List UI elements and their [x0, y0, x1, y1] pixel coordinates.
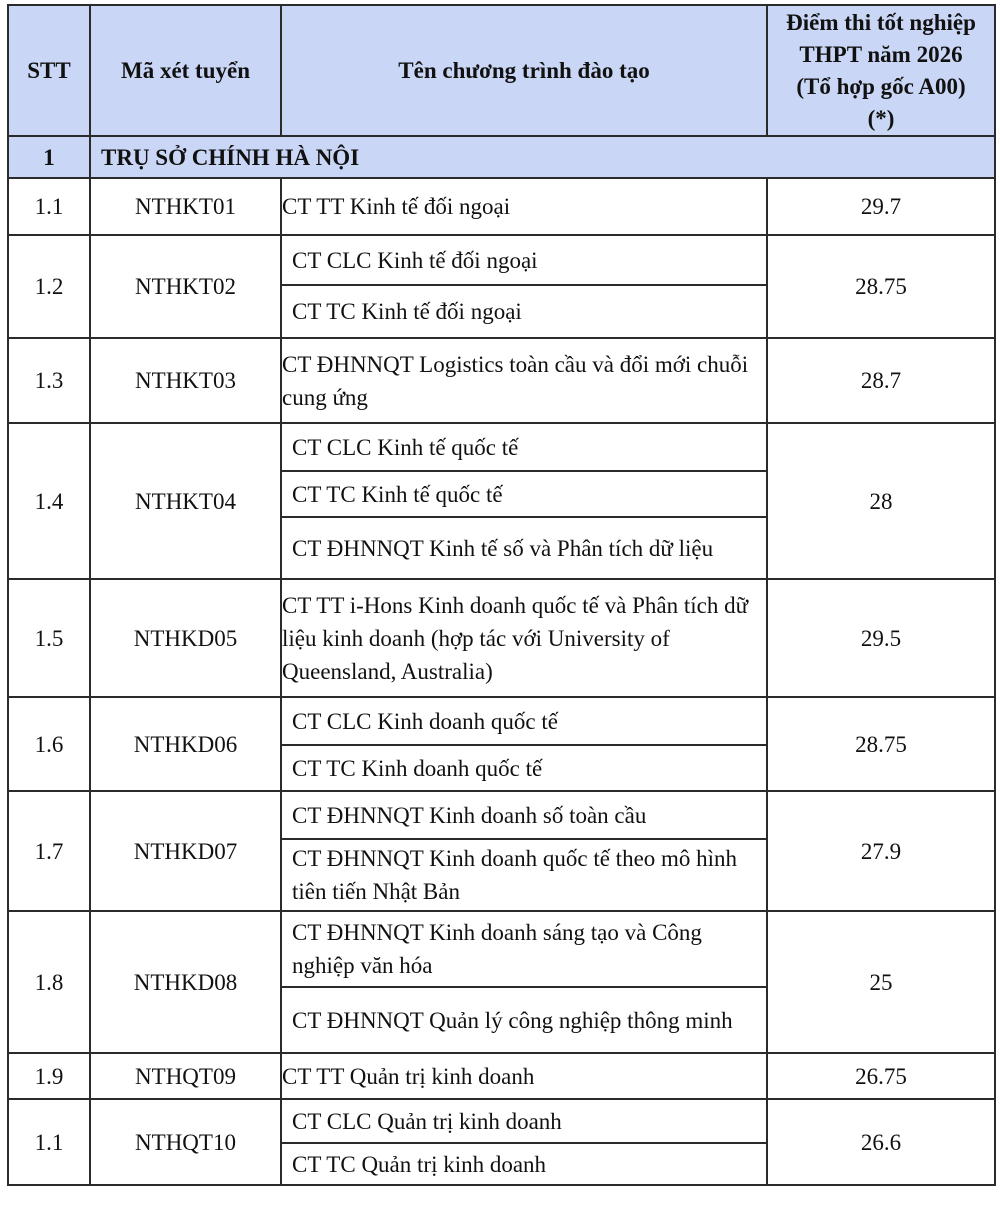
- table-row: [8, 579, 995, 697]
- table-row: [8, 911, 995, 1053]
- row-score: 28.75: [767, 235, 995, 338]
- row-program: CT ĐHNNQT Kinh doanh quốc tế theo mô hình tiên tiến Nhật Bản: [282, 838, 766, 910]
- table-row: [8, 1099, 995, 1185]
- row-code: NTHKT01: [90, 178, 281, 235]
- table-row: [8, 791, 995, 911]
- row-program: CT CLC Kinh doanh quốc tế: [292, 708, 558, 734]
- row-code: NTHKT03: [90, 338, 281, 423]
- table-row: [8, 338, 995, 423]
- row-code: NTHKD06: [90, 697, 281, 791]
- row-program: CT TC Kinh tế quốc tế: [282, 470, 766, 516]
- row-stt: 1.3: [8, 338, 90, 423]
- row-code: NTHKD07: [90, 791, 281, 911]
- table-row: [8, 423, 995, 579]
- row-program: CT TC Kinh tế đối ngoại: [282, 284, 766, 337]
- row-stt: 1.8: [8, 911, 90, 1053]
- row-program: CT CLC Kinh tế quốc tế: [292, 434, 519, 460]
- table-row: [8, 178, 995, 235]
- row-stt: 1.7: [8, 791, 90, 911]
- row-code: NTHKD08: [90, 911, 281, 1053]
- row-stt: 1.9: [8, 1053, 90, 1099]
- row-program: CT CLC Kinh tế đối ngoại: [292, 247, 538, 273]
- row-program: CT ĐHNNQT Quản lý công nghiệp thông minh: [282, 986, 766, 1052]
- row-score: 27.9: [767, 791, 995, 911]
- row-stt: 1.1: [8, 1099, 90, 1185]
- row-code: NTHKT04: [90, 423, 281, 579]
- row-program: CT ĐHNNQT Kinh doanh số toàn cầu: [292, 802, 647, 828]
- row-score: 29.5: [767, 579, 995, 697]
- row-stt: 1.5: [8, 579, 90, 697]
- header-program: Tên chương trình đào tạo: [281, 5, 767, 136]
- row-program-group: [281, 235, 767, 338]
- table-row: [8, 1053, 995, 1099]
- section-title: TRỤ SỞ CHÍNH HÀ NỘI: [90, 136, 995, 178]
- section-row: [8, 136, 995, 178]
- row-program: CT ĐHNNQT Kinh tế số và Phân tích dữ liệu: [282, 516, 766, 578]
- row-score: 26.6: [767, 1099, 995, 1185]
- admission-scores-table: [7, 4, 996, 1186]
- row-program: CT ĐHNNQT Kinh doanh sáng tạo và Công nghiệp văn hóa: [292, 920, 702, 978]
- row-score: 28.7: [767, 338, 995, 423]
- row-program-group: [281, 697, 767, 791]
- row-program-group: [281, 791, 767, 911]
- row-stt: 1.1: [8, 178, 90, 235]
- row-stt: 1.6: [8, 697, 90, 791]
- header-score-line: Điểm thi tốt nghiệp: [786, 9, 976, 35]
- row-program-group: [281, 1099, 767, 1185]
- header-stt: STT: [8, 5, 90, 136]
- header-score-line: (Tổ hợp gốc A00): [796, 73, 966, 99]
- row-stt: 1.2: [8, 235, 90, 338]
- header-score: [767, 5, 995, 136]
- header-code: Mã xét tuyển: [90, 5, 281, 136]
- row-program: CT CLC Quản trị kinh doanh: [292, 1108, 562, 1134]
- row-program: CT TC Quản trị kinh doanh: [282, 1142, 766, 1184]
- row-program: CT TT i-Hons Kinh doanh quốc tế và Phân tích dữ liệu kinh doanh (hợp tác với University of Queensland, Australia): [281, 579, 767, 697]
- row-score: 28: [767, 423, 995, 579]
- header-row: [8, 5, 995, 136]
- section-number: 1: [8, 136, 90, 178]
- table-row: [8, 235, 995, 338]
- row-program: CT TT Quản trị kinh doanh: [281, 1053, 767, 1099]
- row-program-group: [281, 911, 767, 1053]
- row-score: 29.7: [767, 178, 995, 235]
- row-program-group: [281, 423, 767, 579]
- header-score-line: (*): [867, 105, 895, 131]
- table-row: [8, 697, 995, 791]
- row-score: 26.75: [767, 1053, 995, 1099]
- row-score: 28.75: [767, 697, 995, 791]
- row-code: NTHKT02: [90, 235, 281, 338]
- header-score-line: THPT năm 2026: [799, 41, 963, 67]
- row-code: NTHQT10: [90, 1099, 281, 1185]
- row-code: NTHKD05: [90, 579, 281, 697]
- row-program: CT ĐHNNQT Logistics toàn cầu và đổi mới chuỗi cung ứng: [281, 338, 767, 423]
- row-score: 25: [767, 911, 995, 1053]
- row-stt: 1.4: [8, 423, 90, 579]
- row-code: NTHQT09: [90, 1053, 281, 1099]
- row-program: CT TC Kinh doanh quốc tế: [282, 744, 766, 790]
- row-program: CT TT Kinh tế đối ngoại: [281, 178, 767, 235]
